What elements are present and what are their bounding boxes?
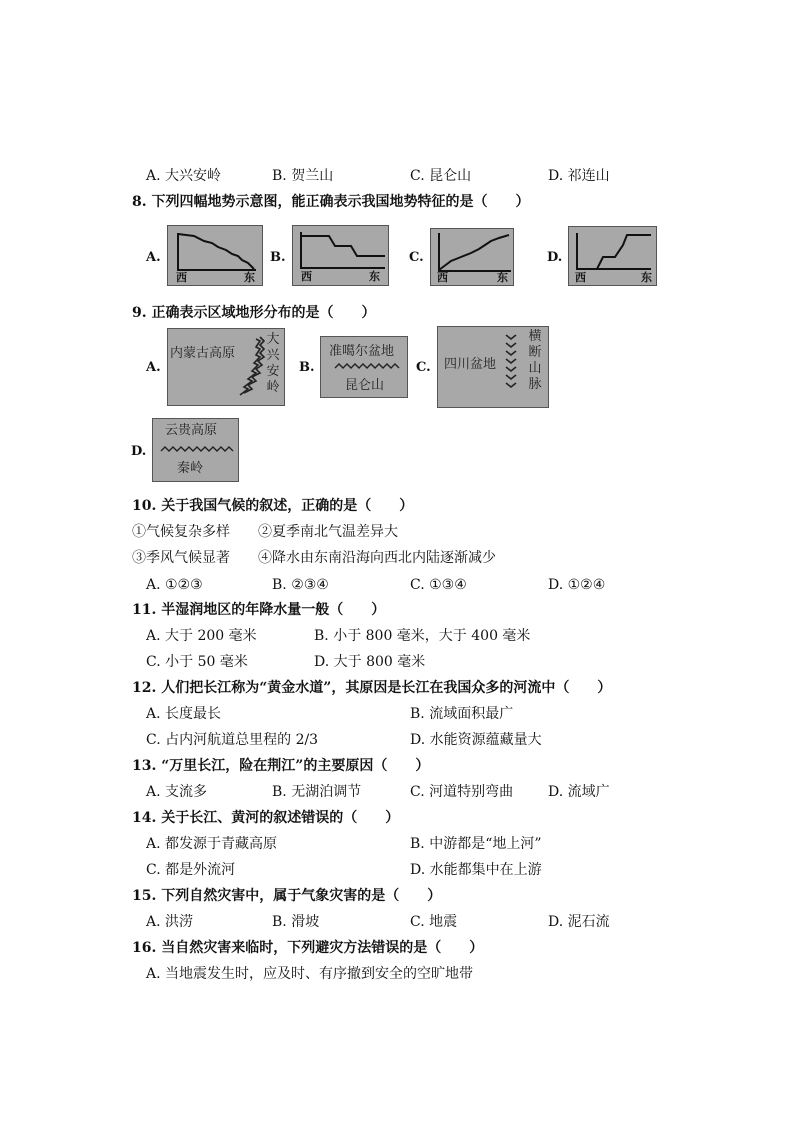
q9-b-junggar-basin: 准噶尔盆地 (329, 344, 395, 359)
q9-c-hengduan: 横断山脉 (528, 329, 542, 392)
q8-a-east: 东 (244, 271, 255, 284)
q15-option-a: A. 洪涝 (146, 914, 194, 930)
q13-option-c: C. 河道特别弯曲 (410, 784, 514, 800)
q8-diagram-b (292, 225, 389, 286)
q14-option-b: B. 中游都是“地上河” (410, 836, 542, 852)
q9-b-kunlun: 昆仑山 (345, 378, 385, 393)
q8-a-west: 西 (176, 271, 187, 284)
q14-option-d: D. 水能都集中在上游 (410, 862, 542, 878)
q14-stem: 14. 关于长江、黄河的叙述错误的（ ） (132, 810, 400, 826)
q8-diagram-c (430, 228, 514, 286)
q12-stem: 12. 人们把长江称为“黄金水道”，其原因是长江在我国众多的河流中（ ） (132, 680, 612, 696)
q9-label-d: D. (131, 444, 147, 459)
q8-stem: 8. 下列四幅地势示意图，能正确表示我国地势特征的是（ ） (132, 194, 530, 210)
q11-option-b: B. 小于 800 毫米，大于 400 毫米 (314, 628, 531, 644)
q10-option-d: D. ①②④ (548, 577, 606, 593)
q7-option-d: D. 祁连山 (548, 168, 610, 184)
q10-stem: 10. 关于我国气候的叙述，正确的是（ ） (132, 498, 414, 514)
q12-option-d: D. 水能资源蕴藏量大 (410, 732, 542, 748)
q14-option-a: A. 都发源于青藏高原 (146, 836, 278, 852)
q15-option-d: D. 泥石流 (548, 914, 610, 930)
q7-option-a: A. 大兴安岭 (146, 168, 222, 184)
q14-option-c: C. 都是外流河 (146, 862, 236, 878)
q10-statements-1: ①气候复杂多样 ②夏季南北气温差异大 (132, 524, 398, 540)
q8-label-c: C. (409, 250, 424, 265)
q9-d-yungui-plateau: 云贵高原 (165, 423, 218, 438)
q9-map-b (320, 336, 408, 398)
q9-a-inner-mongolia-plateau: 内蒙古高原 (170, 346, 236, 361)
q15-option-b: B. 滑坡 (272, 914, 320, 930)
q13-stem: 13. “万里长江，险在荆江”的主要原因（ ） (132, 758, 430, 774)
q9-label-b: B. (299, 360, 315, 375)
q13-option-a: A. 支流多 (146, 784, 208, 800)
q11-stem: 11. 半湿润地区的年降水量一般（ ） (132, 602, 386, 618)
q13-option-d: D. 流域广 (548, 784, 610, 800)
q8-c-east: 东 (497, 271, 508, 284)
q8-diagram-d (568, 226, 657, 286)
q9-c-sichuan-basin: 四川盆地 (444, 357, 497, 372)
q8-label-d: D. (547, 250, 563, 265)
q9-label-a: A. (146, 360, 161, 375)
q9-map-c (437, 326, 549, 408)
q11-option-c: C. 小于 50 毫米 (146, 654, 248, 670)
q12-option-a: A. 长度最长 (146, 706, 222, 722)
q16-stem: 16. 当自然灾害来临时，下列避灾方法错误的是（ ） (132, 940, 484, 956)
q8-b-east: 东 (369, 270, 380, 283)
q11-option-a: A. 大于 200 毫米 (146, 628, 257, 644)
q8-b-west: 西 (301, 270, 312, 283)
q10-option-b: B. ②③④ (272, 577, 329, 593)
q8-diagram-a (167, 225, 263, 286)
q11-option-d: D. 大于 800 毫米 (314, 654, 426, 670)
q10-option-c: C. ①③④ (410, 577, 467, 593)
q15-stem: 15. 下列自然灾害中，属于气象灾害的是（ ） (132, 888, 442, 904)
q12-option-b: B. 流域面积最广 (410, 706, 514, 722)
q7-option-b: B. 贺兰山 (272, 168, 334, 184)
q8-d-west: 西 (575, 271, 586, 284)
q8-d-east: 东 (641, 271, 652, 284)
q9-stem: 9. 正确表示区域地形分布的是（ ） (132, 305, 376, 321)
q7-option-c: C. 昆仑山 (410, 168, 472, 184)
q15-option-c: C. 地震 (410, 914, 458, 930)
q12-option-c: C. 占内河航道总里程的 2/3 (146, 732, 319, 748)
q8-label-b: B. (270, 250, 286, 265)
q9-map-d (152, 418, 239, 482)
q10-option-a: A. ①②③ (146, 577, 203, 593)
q9-a-greater-khingan: 大兴安岭 (266, 332, 280, 395)
q9-d-qinling: 秦岭 (177, 461, 204, 476)
q16-option-a: A. 当地震发生时，应及时、有序撤到安全的空旷地带 (146, 966, 474, 982)
q13-option-b: B. 无湖泊调节 (272, 784, 362, 800)
q8-label-a: A. (146, 250, 161, 265)
q9-label-c: C. (416, 360, 431, 375)
q10-statements-2: ③季风气候显著 ④降水由东南沿海向西北内陆逐渐减少 (132, 550, 496, 566)
q9-map-a (167, 328, 285, 406)
q8-c-west: 西 (437, 271, 448, 284)
